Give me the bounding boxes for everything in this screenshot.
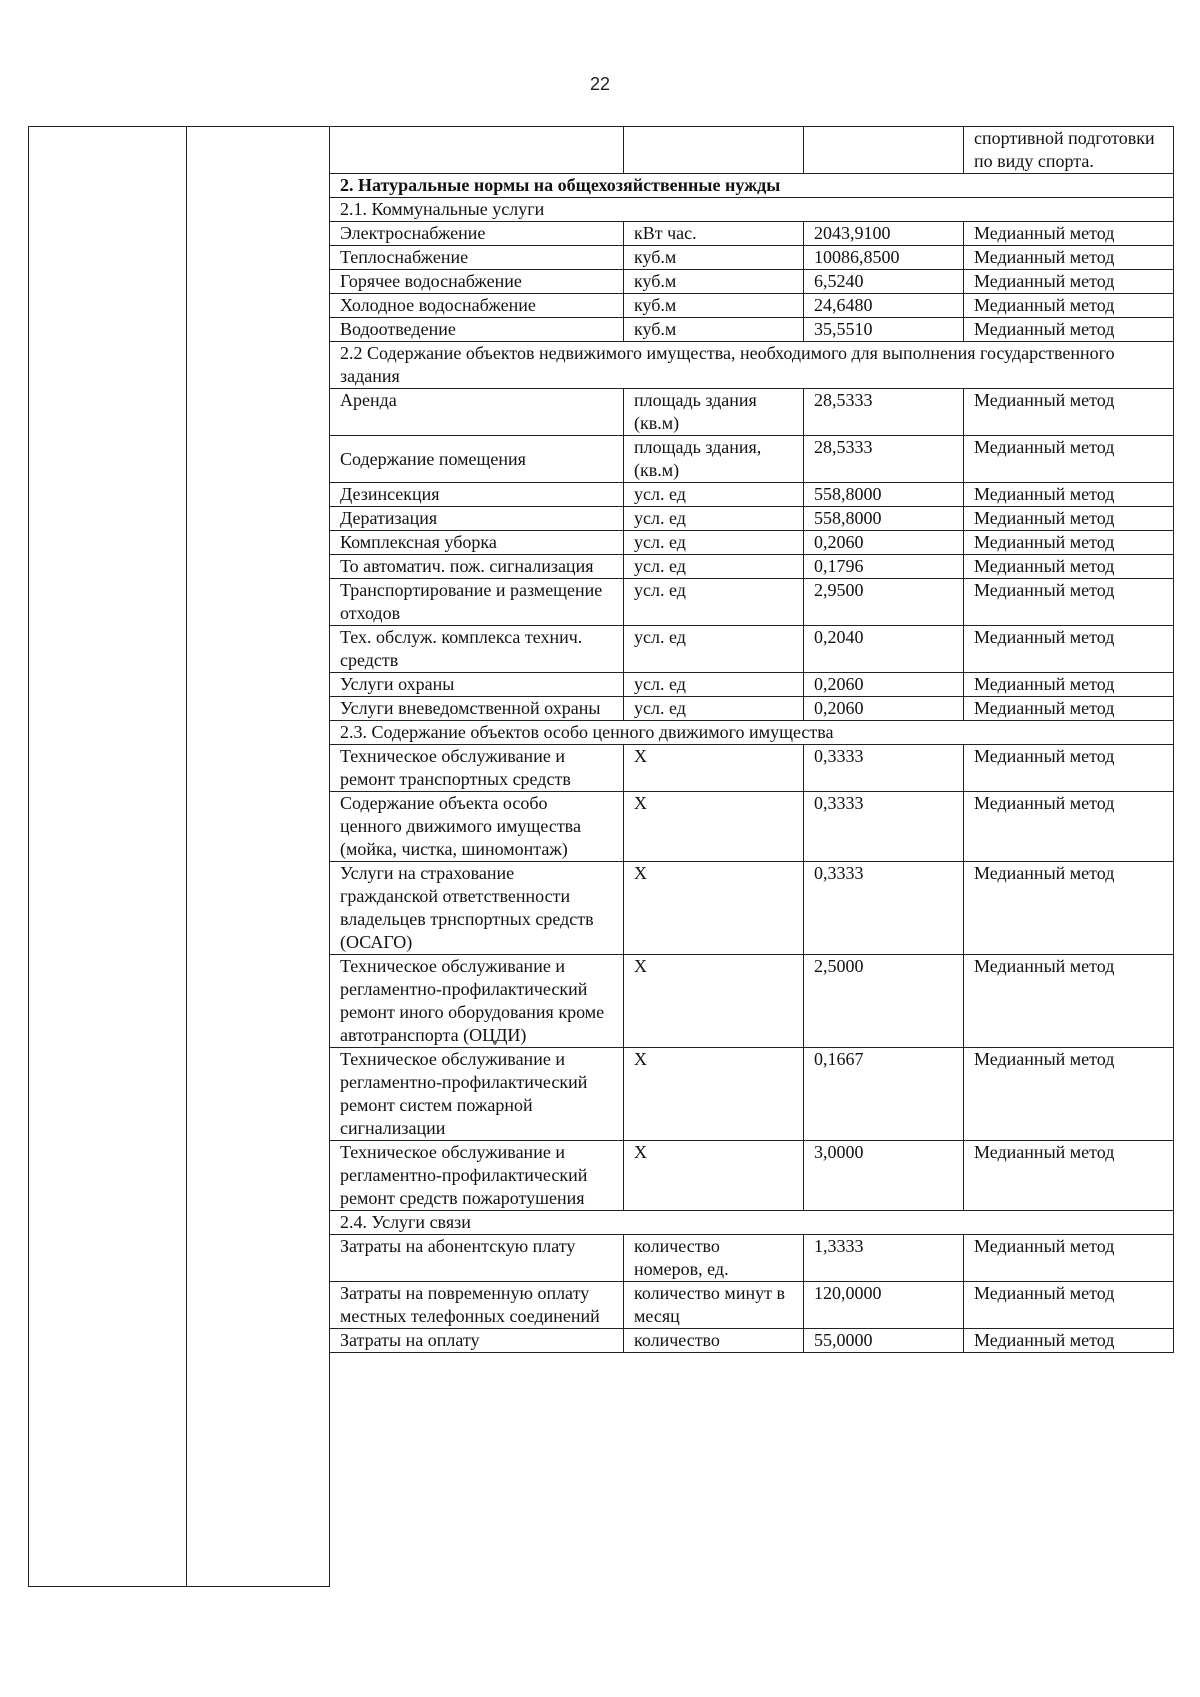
table-row [330, 483, 1174, 507]
value-cell: 2043,9100 [804, 222, 964, 246]
table-row [330, 222, 1174, 246]
name-cell: Дератизация [330, 507, 624, 531]
name-cell: Холодное водоснабжение [330, 294, 624, 318]
unit-cell: куб.м [624, 270, 804, 294]
method-cell: Медианный метод [964, 1329, 1174, 1353]
table-row [330, 318, 1174, 342]
subsection-row [330, 721, 1174, 745]
value-cell: 6,5240 [804, 270, 964, 294]
table-row [330, 436, 1174, 483]
table-cell [624, 127, 804, 174]
method-cell: Медианный метод [964, 507, 1174, 531]
unit-cell: усл. ед [624, 507, 804, 531]
table-row [330, 127, 1174, 174]
method-cell: Медианный метод [964, 222, 1174, 246]
value-cell: 0,2040 [804, 626, 964, 673]
value-cell: 0,2060 [804, 673, 964, 697]
table-row [330, 1329, 1174, 1353]
unit-cell: количество [624, 1329, 804, 1353]
value-cell: 558,8000 [804, 483, 964, 507]
name-cell: Теплоснабжение [330, 246, 624, 270]
name-cell: Техническое обслуживание и регламентно-профилактический ремонт иного оборудования кроме автотранспорта (ОЦДИ) [330, 955, 624, 1048]
table-row [330, 745, 1174, 792]
value-cell: 0,2060 [804, 531, 964, 555]
value-cell: 3,0000 [804, 1141, 964, 1211]
value-cell: 35,5510 [804, 318, 964, 342]
section-heading-row [330, 174, 1174, 198]
name-cell: Затраты на оплату [330, 1329, 624, 1353]
value-cell: 55,0000 [804, 1329, 964, 1353]
unit-cell: усл. ед [624, 673, 804, 697]
method-cell: Медианный метод [964, 318, 1174, 342]
value-cell: 0,1796 [804, 555, 964, 579]
value-cell: 0,3333 [804, 792, 964, 862]
unit-cell: кВт час. [624, 222, 804, 246]
name-cell: Затраты на повременную оплату местных телефонных соединений [330, 1282, 624, 1329]
table-row [330, 1048, 1174, 1141]
subsection-title: 2.2 Содержание объектов недвижимого имущества, необходимого для выполнения государственного задания [330, 342, 1174, 389]
unit-cell: X [624, 792, 804, 862]
table-row [330, 1282, 1174, 1329]
method-cell: Медианный метод [964, 555, 1174, 579]
method-cell: Медианный метод [964, 1282, 1174, 1329]
name-cell: Аренда [330, 389, 624, 436]
table-row [330, 1235, 1174, 1282]
name-cell: Транспортирование и размещение отходов [330, 579, 624, 626]
unit-cell: количество минут в месяц [624, 1282, 804, 1329]
method-cell: Медианный метод [964, 862, 1174, 955]
norms-table [329, 126, 1174, 1353]
method-cell: спортивной подготовки по виду спорта. [964, 127, 1174, 174]
method-cell: Медианный метод [964, 792, 1174, 862]
unit-cell: усл. ед [624, 483, 804, 507]
empty-column-left [28, 126, 187, 1587]
table-row [330, 531, 1174, 555]
table-row [330, 389, 1174, 436]
value-cell: 24,6480 [804, 294, 964, 318]
value-cell: 28,5333 [804, 436, 964, 483]
unit-cell: усл. ед [624, 555, 804, 579]
value-cell: 2,9500 [804, 579, 964, 626]
value-cell: 0,2060 [804, 697, 964, 721]
value-cell: 2,5000 [804, 955, 964, 1048]
value-cell: 0,3333 [804, 862, 964, 955]
name-cell: Водоотведение [330, 318, 624, 342]
unit-cell: усл. ед [624, 579, 804, 626]
name-cell: Электроснабжение [330, 222, 624, 246]
table-row [330, 862, 1174, 955]
method-cell: Медианный метод [964, 389, 1174, 436]
page-number: 22 [589, 74, 611, 94]
method-cell: Медианный метод [964, 697, 1174, 721]
unit-cell: количество номеров, ед. [624, 1235, 804, 1282]
method-cell: Медианный метод [964, 483, 1174, 507]
method-cell: Медианный метод [964, 270, 1174, 294]
unit-cell: усл. ед [624, 626, 804, 673]
method-cell: Медианный метод [964, 1141, 1174, 1211]
table-row [330, 555, 1174, 579]
table-cell [804, 127, 964, 174]
value-cell: 120,0000 [804, 1282, 964, 1329]
name-cell: Комплексная уборка [330, 531, 624, 555]
unit-cell: усл. ед [624, 531, 804, 555]
name-cell: Содержание помещения [330, 436, 624, 483]
empty-column-middle [186, 126, 330, 1587]
name-cell: Техническое обслуживание и ремонт транспортных средств [330, 745, 624, 792]
method-cell: Медианный метод [964, 246, 1174, 270]
method-cell: Медианный метод [964, 955, 1174, 1048]
value-cell: 10086,8500 [804, 246, 964, 270]
name-cell: Затраты на абонентскую плату [330, 1235, 624, 1282]
unit-cell: площадь здания, (кв.м) [624, 436, 804, 483]
table-row [330, 270, 1174, 294]
unit-cell: X [624, 1048, 804, 1141]
method-cell: Медианный метод [964, 673, 1174, 697]
unit-cell: усл. ед [624, 697, 804, 721]
method-cell: Медианный метод [964, 1235, 1174, 1282]
value-cell: 1,3333 [804, 1235, 964, 1282]
value-cell: 0,3333 [804, 745, 964, 792]
subsection-title: 2.1. Коммунальные услуги [330, 198, 1174, 222]
value-cell: 0,1667 [804, 1048, 964, 1141]
subsection-title: 2.4. Услуги связи [330, 1211, 1174, 1235]
unit-cell: X [624, 1141, 804, 1211]
unit-cell: куб.м [624, 318, 804, 342]
method-cell: Медианный метод [964, 294, 1174, 318]
unit-cell: X [624, 745, 804, 792]
name-cell: Техническое обслуживание и регламентно-профилактический ремонт систем пожарной сигнализации [330, 1048, 624, 1141]
method-cell: Медианный метод [964, 531, 1174, 555]
name-cell: Тех. обслуж. комплекса технич. средств [330, 626, 624, 673]
name-cell: Услуги на страхование гражданской ответственности владельцев трнспортных средств (ОСАГО) [330, 862, 624, 955]
method-cell: Медианный метод [964, 579, 1174, 626]
name-cell: Горячее водоснабжение [330, 270, 624, 294]
name-cell: Услуги вневедомственной охраны [330, 697, 624, 721]
name-cell: Услуги охраны [330, 673, 624, 697]
method-cell: Медианный метод [964, 745, 1174, 792]
name-cell: Дезинсекция [330, 483, 624, 507]
name-cell: Техническое обслуживание и регламентно-профилактический ремонт средств пожаротушения [330, 1141, 624, 1211]
table-row [330, 507, 1174, 531]
table-row [330, 792, 1174, 862]
method-cell: Медианный метод [964, 436, 1174, 483]
table-row [330, 626, 1174, 673]
unit-cell: площадь здания (кв.м) [624, 389, 804, 436]
subsection-title: 2.3. Содержание объектов особо ценного движимого имущества [330, 721, 1174, 745]
section-title: 2. Натуральные нормы на общехозяйственные нужды [330, 174, 1174, 198]
table-row [330, 294, 1174, 318]
table-row [330, 1141, 1174, 1211]
table-cell [330, 127, 624, 174]
unit-cell: куб.м [624, 294, 804, 318]
table-row [330, 673, 1174, 697]
subsection-row [330, 198, 1174, 222]
name-cell: То автоматич. пож. сигнализация [330, 555, 624, 579]
name-cell: Содержание объекта особо ценного движимого имущества (мойка, чистка, шиномонтаж) [330, 792, 624, 862]
unit-cell: куб.м [624, 246, 804, 270]
unit-cell: X [624, 955, 804, 1048]
value-cell: 558,8000 [804, 507, 964, 531]
unit-cell: X [624, 862, 804, 955]
table-row [330, 246, 1174, 270]
method-cell: Медианный метод [964, 626, 1174, 673]
subsection-row [330, 342, 1174, 389]
table-row [330, 955, 1174, 1048]
table-row [330, 579, 1174, 626]
subsection-row [330, 1211, 1174, 1235]
table-row [330, 697, 1174, 721]
value-cell: 28,5333 [804, 389, 964, 436]
method-cell: Медианный метод [964, 1048, 1174, 1141]
